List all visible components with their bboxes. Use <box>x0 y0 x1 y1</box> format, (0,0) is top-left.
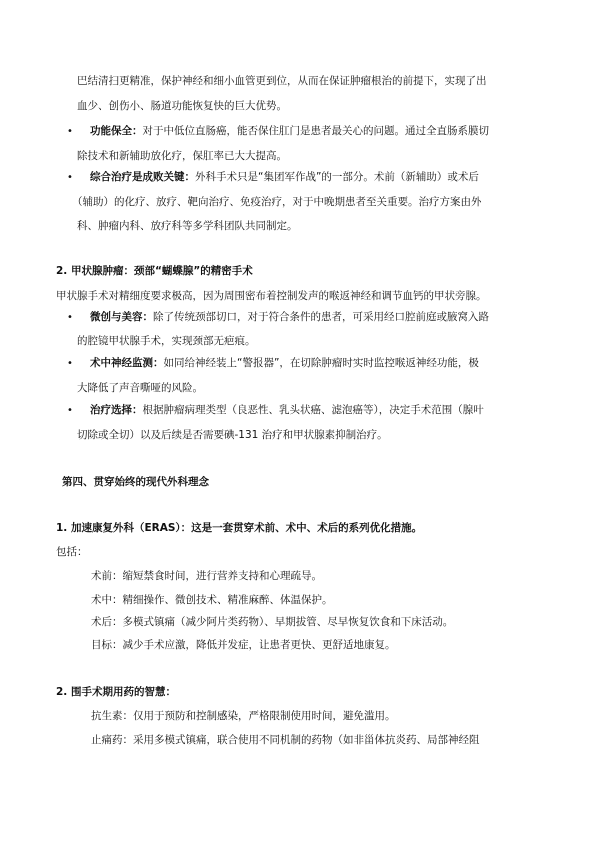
bullet-text: 除了传统颈部切口，对于符合条件的患者，可采用经口腔前庭或腋窝入路 <box>153 311 489 323</box>
eras-item: 目标：减少手术应激，降低并发症，让患者更快、更舒适地康复。 <box>91 639 396 651</box>
paragraph-line: 科、肿瘤内科、放疗科等多学科团队共同制定。 <box>77 220 298 232</box>
bullet-text: 外科手术只是“集团军作战”的一部分。术前（新辅助）或术后 <box>195 171 479 183</box>
bullet-icon: • <box>67 405 73 416</box>
section-heading-part4: 第四、贯穿始终的现代外科理念 <box>62 476 209 488</box>
bullet-label: 综合治疗是成败关键： <box>90 171 195 183</box>
bullet-item-minimally-invasive <box>90 312 489 323</box>
bullet-label: 治疗选择： <box>90 404 143 416</box>
eras-item: 术前：缩短禁食时间，进行营养支持和心理疏导。 <box>91 570 322 582</box>
subheading-eras: 1. 加速康复外科（ERAS）：这是一套贯穿术前、术中、术后的系列优化措施。 <box>56 522 423 534</box>
bullet-text: 对于中低位直肠癌，能否保住肛门是患者最关心的问题。通过全直肠系膜切 <box>142 125 489 137</box>
perioperative-item: 止痛药：采用多模式镇痛，联合使用不同机制的药物（如非甾体抗炎药、局部神经阻 <box>91 734 480 746</box>
bullet-label: 术中神经监测： <box>90 357 164 369</box>
paragraph-line: 切除或全切）以及后续是否需要碘-131 治疗和甲状腺素抑制治疗。 <box>77 429 388 441</box>
bullet-item-treatment-choice <box>90 405 484 416</box>
bullet-icon: • <box>67 358 73 369</box>
bullet-text: 根据肿瘤病理类型（良恶性、乳头状癌、滤泡癌等），决定手术范围（腺叶 <box>142 404 484 416</box>
bullet-icon: • <box>67 312 73 323</box>
perioperative-item: 抗生素：仅用于预防和控制感染，严格限制使用时间，避免滥用。 <box>91 710 396 722</box>
paragraph-line: 巴结清扫更精准，保护神经和细小血管更到位，从而在保证肿瘤根治的前提下，实现了出 <box>77 75 487 87</box>
eras-item: 术中：精细操作、微创技术、精准麻醉、体温保护。 <box>91 594 333 606</box>
bullet-label: 微创与美容： <box>90 311 153 323</box>
bullet-label: 功能保全： <box>90 125 143 137</box>
paragraph-line: 血少、创伤小、肠道功能恢复快的巨大优势。 <box>77 100 287 112</box>
section-heading-thyroid: 2. 甲状腺肿瘤：颈部“蝴蝶腺”的精密手术 <box>56 265 253 277</box>
paragraph-line: 除技术和新辅助放化疗，保肛率已大大提高。 <box>77 150 287 162</box>
paragraph-line: （辅助）的化疗、放疗、靶向治疗、免疫治疗，对于中晚期患者至关重要。治疗方案由外 <box>72 196 482 208</box>
eras-item: 术后：多模式镇痛（减少阿片类药物）、早期拔管、尽早恢复饮食和下床活动。 <box>91 616 454 628</box>
bullet-icon: • <box>67 126 73 137</box>
bullet-item-nerve-monitoring <box>90 358 479 369</box>
bullet-item-function-preservation <box>90 126 489 137</box>
paragraph-line: 甲状腺手术对精细度要求极高，因为周围密布着控制发声的喉返神经和调节血钙的甲状旁腺。 <box>56 290 487 302</box>
bullet-text: 如同给神经装上“警报器”，在切除肿瘤时实时监控喉返神经功能，极 <box>163 357 479 369</box>
paragraph-line: 大降低了声音嘶哑的风险。 <box>77 382 203 394</box>
includes-label: 包括： <box>56 546 88 558</box>
bullet-item-comprehensive-treatment <box>90 172 479 183</box>
paragraph-line: 的腔镜甲状腺手术，实现颈部无疤痕。 <box>77 335 256 347</box>
subheading-perioperative: 2. 围手术期用药的智慧： <box>56 686 176 698</box>
bullet-icon: • <box>67 172 73 183</box>
